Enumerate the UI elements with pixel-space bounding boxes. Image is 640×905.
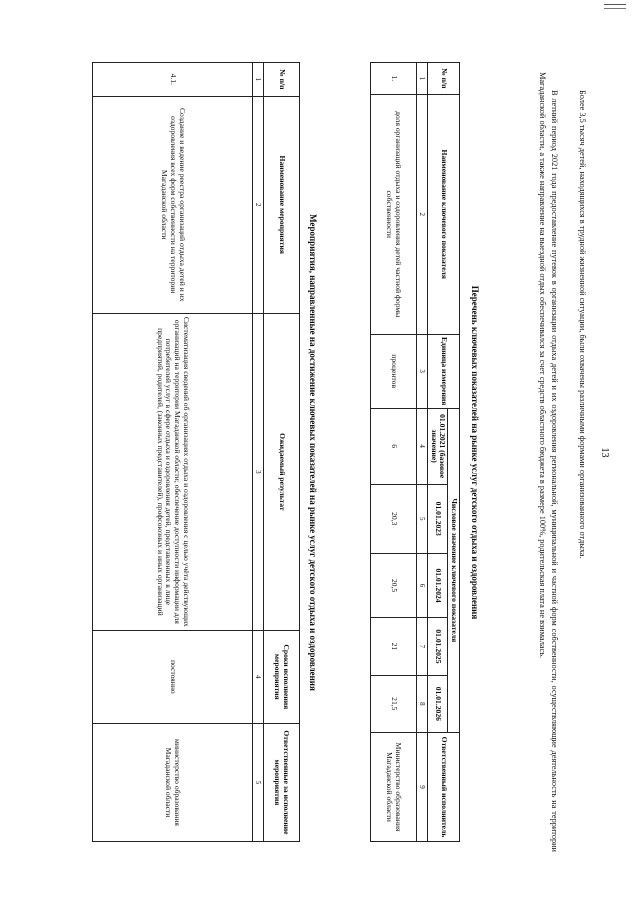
col-number: 3 xyxy=(252,313,263,630)
col-header: Ответственные за исполнение мероприятия xyxy=(264,723,300,841)
col-header: 01.01.2021 (базовое значение) xyxy=(427,408,447,484)
col-number: 5 xyxy=(252,723,263,841)
col-header: № п/п xyxy=(264,63,300,97)
col-header: 01.01.2025 xyxy=(427,618,447,675)
col-header: Ожидаемый результат xyxy=(264,313,300,630)
col-header: № п/п xyxy=(427,63,459,95)
col-header: Наименование ключевого показателя xyxy=(427,94,459,334)
col-number: 4 xyxy=(252,630,263,723)
col-number: 2 xyxy=(416,94,427,334)
table-cell: 21 xyxy=(370,618,416,675)
col-header: Сроки исполнения мероприятия xyxy=(264,630,300,723)
table-cell: Систематизация сведений об организациях отдыха и оздоровления с целью учёта действующих организаций на территории Магаданской области; обеспечение доступности информации для потребителей услуг в сфере отдыха и оздоровления детей, представленных в лице предприятий, родителей, (законных представителей), профсоюзных и иных организаций xyxy=(92,313,252,630)
col-number: 6 xyxy=(416,553,427,617)
table-cell: 20,5 xyxy=(370,553,416,617)
col-header: Единица измерения xyxy=(427,334,459,408)
measures-table xyxy=(92,62,300,842)
table-cell: Министерство образования Магаданской области xyxy=(370,733,416,842)
col-number: 8 xyxy=(416,675,427,732)
paragraph: В летний период 2021 года предоставление путевок в организации отдыха детей и их оздоровления региональной, муниципальной и частной форм собственности, осуществляющие деятельность на территории Магаданской области, а также направление на выездной отдых обеспечивался за счет средств областного бюджета в размере 100%, родительская плата не взималась. xyxy=(538,72,559,852)
col-number: 9 xyxy=(416,733,427,842)
table-cell: 21,5 xyxy=(370,675,416,732)
key-indicators-table xyxy=(370,62,460,842)
table-cell: 4.1. xyxy=(92,63,252,97)
table-cell: министерство образования Магаданской области xyxy=(92,723,252,841)
table-cell: 6 xyxy=(370,408,416,484)
col-number: 1 xyxy=(252,63,263,97)
section-heading: Перечень ключевых показателей на рынке услуг детского отдыха и оздоровления xyxy=(470,285,480,620)
table-cell: постоянно xyxy=(92,630,252,723)
col-number: 4 xyxy=(416,408,427,484)
col-header: Наименование мероприятия xyxy=(264,96,300,313)
table-cell: доля организаций отдыха и оздоровления детей частной формы собственности xyxy=(370,94,416,334)
page-number: 13 xyxy=(599,447,610,458)
table-cell: Создание и ведение реестра организаций отдыха детей и их оздоровления всех форм собственности на территории Магаданской области xyxy=(92,96,252,313)
col-header: 01.01.2026 xyxy=(427,675,447,732)
col-number: 5 xyxy=(416,484,427,553)
table-cell: 1. xyxy=(370,63,416,95)
col-number: 3 xyxy=(416,334,427,408)
section-heading: Мероприятия, направленные на достижение ключевых показателей на рынке услуг детского отдыха и оздоровления xyxy=(308,214,318,691)
paragraph: Более 3,5 тысяч детей, находящихся в трудной жизненной ситуации, были охвачены различными формами организованного отдыха. xyxy=(578,90,587,559)
col-header: 01.01.2023 xyxy=(427,484,447,553)
col-number: 2 xyxy=(252,96,263,313)
col-number: 7 xyxy=(416,618,427,675)
table-cell: 20,3 xyxy=(370,484,416,553)
col-header: Ответственный исполнитель xyxy=(427,733,459,842)
col-header: 01.01.2024 xyxy=(427,553,447,617)
col-number: 1 xyxy=(416,63,427,95)
table-cell: процентов xyxy=(370,334,416,408)
col-header-group: Числовое значение ключевого показателя xyxy=(448,408,460,732)
